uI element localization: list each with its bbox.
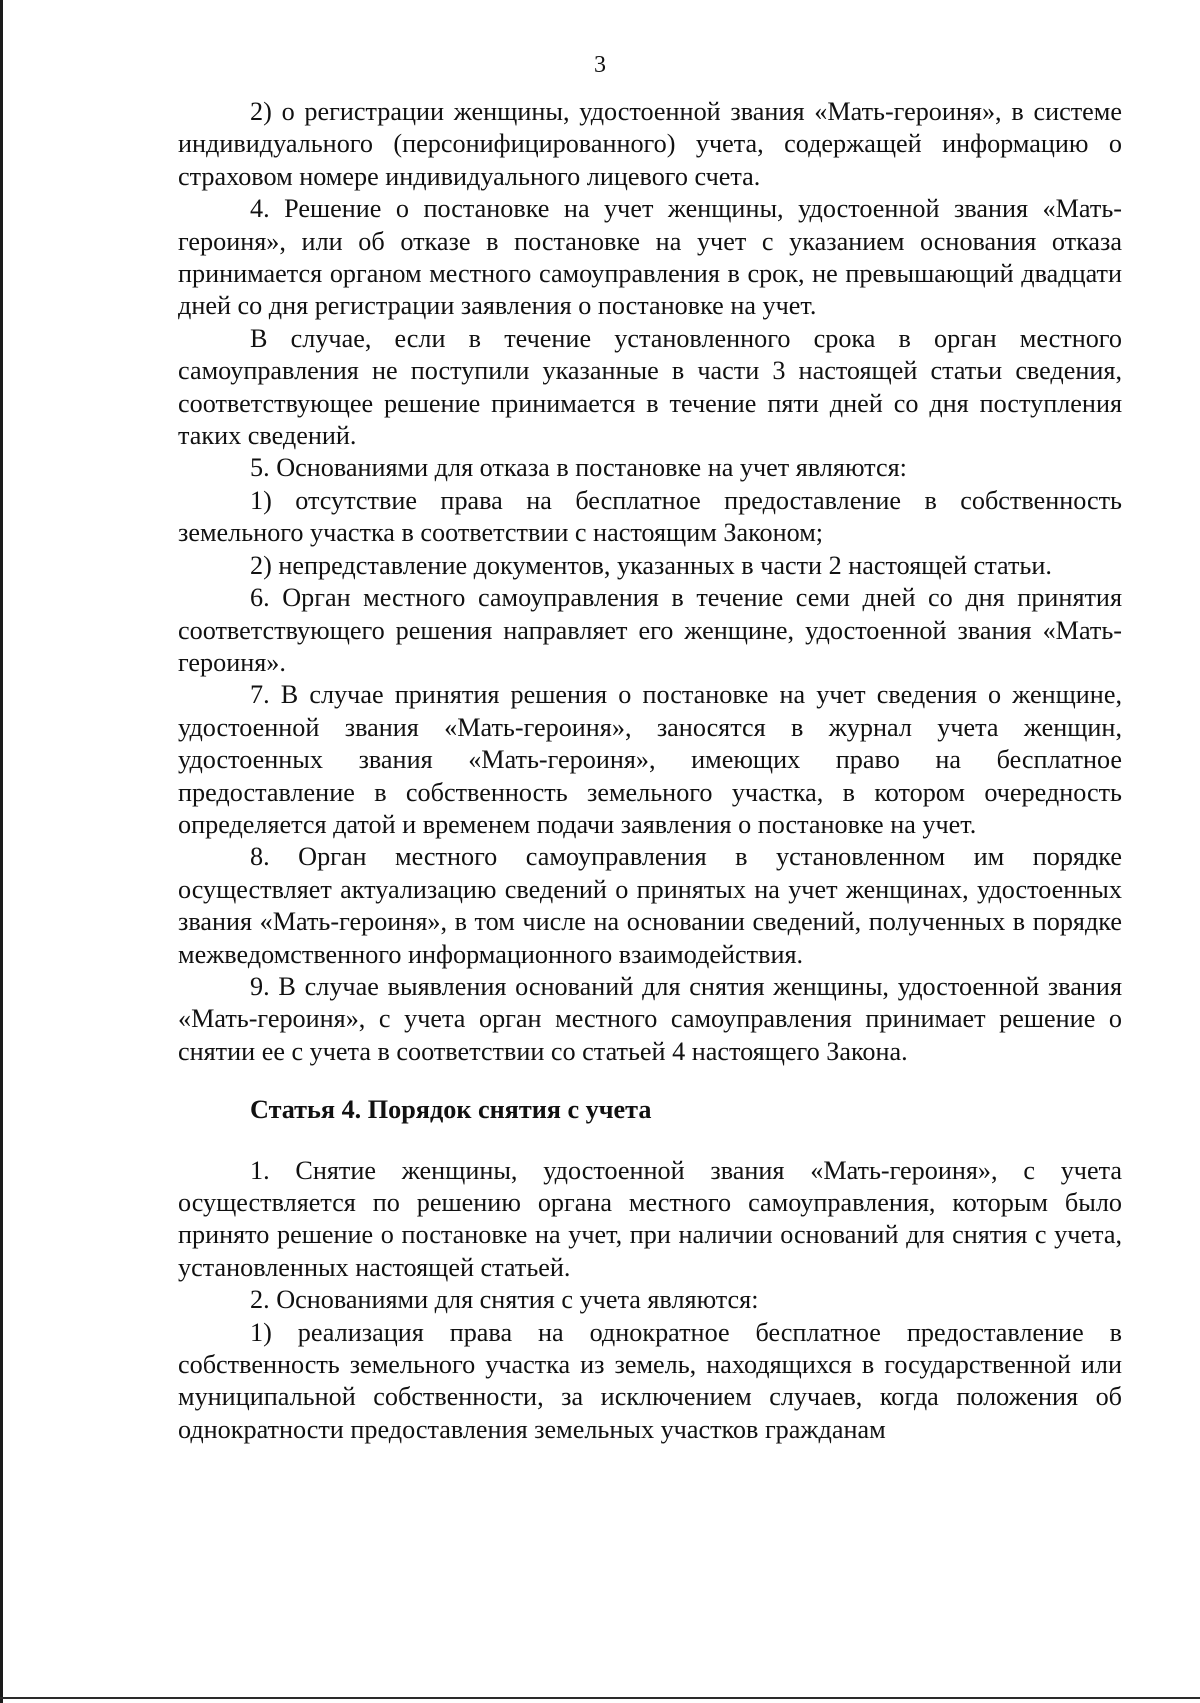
paragraph: 1) отсутствие права на бесплатное предоставление в собственность земельного участка в соответствии с настоящим Законом; <box>178 485 1122 548</box>
paragraph: 9. В случае выявления оснований для снятия женщины, удостоенной звания «Мать-героиня», с учета орган местного самоуправления принимает решение о снятии ее с учета в соответствии со статьей 4 настоящего Закона. <box>178 971 1122 1066</box>
paragraph: 2) непредставление документов, указанных в части 2 настоящей статьи. <box>250 550 1052 580</box>
scan-edge-left <box>0 0 3 1703</box>
paragraph: 6. Орган местного самоуправления в течение семи дней со дня принятия соответствующего решения направляет его женщине, удостоенной звания «Мать-героиня». <box>178 583 1122 677</box>
paragraph: В случае, если в течение установленного срока в орган местного самоуправления не поступили указанные в части 3 настоящей статьи сведения, соответствующее решение принимается в течение пяти дней со дня поступления таких сведений. <box>178 323 1122 451</box>
paragraph: 7. В случае принятия решения о постановке на учет сведения о женщине, удостоенной звания «Мать-героиня», заносятся в журнал учета женщин, удостоенных звания «Мать-героиня», имеющих право на бесплатное предоставление в собственность земельного участка, в котором очередность определяется датой и временем подачи заявления о постановке на учет. <box>178 680 1122 839</box>
document-body <box>178 96 1122 1446</box>
paragraph: 5. Основаниями для отказа в постановке на учет являются: <box>250 453 907 483</box>
paragraph: 1. Снятие женщины, удостоенной звания «Мать-героиня», с учета осуществляется по решению органа местного самоуправления, которым было принято решение о постановке на учет, при наличии оснований для снятия с учета, установленных настоящей статьей. <box>178 1155 1122 1282</box>
article-heading: Статья 4. Порядок снятия с учета <box>250 1095 652 1125</box>
paragraph: 2) о регистрации женщины, удостоенной звания «Мать-героиня», в системе индивидуального (персонифицированного) учета, содержащей информацию о страховом номере индивидуального лицевого счета. <box>178 97 1122 191</box>
scan-edge-bottom <box>0 1697 1200 1699</box>
paragraph: 2. Основаниями для снятия с учета являются: <box>250 1285 759 1315</box>
paragraph: 8. Орган местного самоуправления в установленном им порядке осуществляет актуализацию сведений о принятых на учет женщинах, удостоенных звания «Мать-героиня», в том числе на основании сведений, полученных в порядке межведомственного информационного взаимодействия. <box>178 842 1122 969</box>
page-number: 3 <box>594 52 606 78</box>
paragraph: 4. Решение о постановке на учет женщины, удостоенной звания «Мать-героиня», или об отказе в постановке на учет с указанием основания отказа принимается органом местного самоуправления в срок, не превышающий двадцати дней со дня регистрации заявления о постановке на учет. <box>178 194 1122 321</box>
paragraph: 1) реализация права на однократное бесплатное предоставление в собственность земельного участка из земель, находящихся в государственной или муниципальной собственности, за исключением случаев, когда положения об однократности предоставления земельных участков гражданам <box>178 1317 1122 1444</box>
